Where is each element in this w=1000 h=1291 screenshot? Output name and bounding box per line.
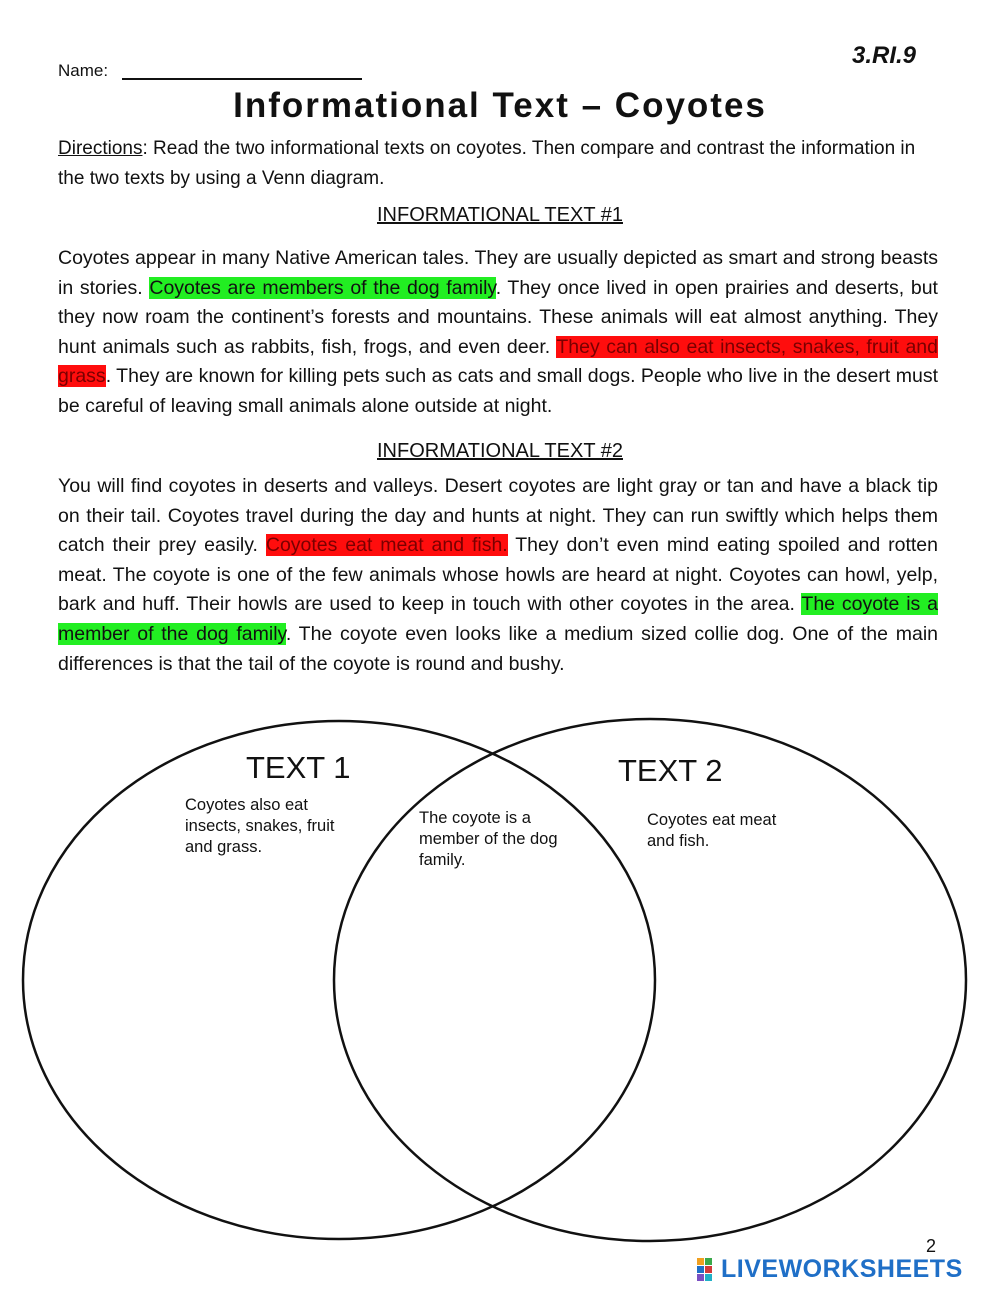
venn-left-circle — [23, 721, 655, 1239]
page-number: 2 — [926, 1236, 937, 1256]
text1-heading: INFORMATIONAL TEXT #1 — [377, 204, 623, 226]
text1-part3: . They are known for killing pets such as cats and small dogs. People who live in the desert must be careful of leaving small animals alone outside at night. — [58, 365, 938, 417]
text1-highlight-red: They can also eat insects, snakes, fruit and grass — [58, 335, 938, 388]
venn-right-label: TEXT 2 — [618, 753, 723, 788]
page-title: Informational Text – Coyotes — [233, 86, 767, 125]
liveworksheets-logo-icon — [697, 1258, 717, 1282]
text2-highlight-green: The coyote is a member of the dog family — [58, 593, 938, 645]
footer-logo-text: LIVEWORKSHEETS — [721, 1255, 963, 1283]
footer-logo — [697, 1255, 963, 1284]
text2-heading: INFORMATIONAL TEXT #2 — [377, 440, 623, 462]
venn-center-note[interactable]: The coyote is a member of the dog family. — [419, 809, 558, 869]
directions-label: Directions — [58, 138, 143, 159]
text1-part2: . They once lived in open prairies and deserts, but they now roam the continent’s forests and mountains. These animals will eat almost anything. They hunt animals such as rabbits, fish, frogs, and even deer. — [58, 276, 938, 358]
text2-highlight-red: Coyotes eat meat and fish. — [265, 534, 508, 557]
venn-left-label: TEXT 1 — [246, 750, 351, 785]
text1-highlight-green: Coyotes are members of the dog family — [149, 276, 496, 299]
venn-right-circle — [334, 719, 966, 1241]
text2-part3: . The coyote even looks like a medium sized collie dog. One of the main differences is that the tail of the coyote is round and bushy. — [58, 622, 938, 675]
venn-right-note[interactable]: Coyotes eat meat and fish. — [647, 811, 777, 850]
directions-text: : Read the two informational texts on coyotes. Then compare and contrast the information in the two texts by using a Venn diagram. — [58, 138, 916, 189]
text2-part1: You will find coyotes in deserts and valleys. Desert coyotes are light gray or tan and have a black tip on their tail. Coyotes travel during the day and hunts at night. They can run swiftly which helps them catch their prey easily. — [58, 475, 938, 557]
text2-part2: They don’t even mind eating spoiled and rotten meat. The coyote is one of the few animals whose howls are heard at night. Coyotes can howl, yelp, bark and huff. Their howls are used to keep in touch with other coyotes in the area. — [58, 534, 938, 616]
venn-left-note[interactable]: Coyotes also eat insects, snakes, fruit and grass. — [185, 796, 335, 856]
standard-code: 3.RI.9 — [852, 42, 917, 69]
name-label: Name: — [58, 61, 109, 80]
text1-part1: Coyotes appear in many Native American tales. They are usually depicted as smart and strong beasts in stories. — [58, 247, 938, 299]
